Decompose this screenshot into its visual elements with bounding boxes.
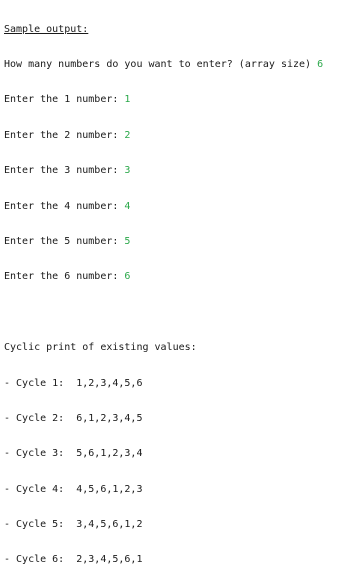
entry-line — [4, 201, 350, 213]
prompt-text: How many numbers do you want to enter? (array size) — [4, 58, 318, 70]
entry-line — [4, 271, 350, 283]
entry-input-value: 2 — [124, 129, 131, 141]
entry-line — [4, 236, 350, 248]
cyclic-title: Cyclic print of existing values: — [4, 342, 197, 354]
entry-prompt: Enter the 1 number: — [4, 94, 125, 106]
entry-prompt: Enter the 4 number: — [4, 200, 125, 212]
cycle-line: - Cycle 4: 4,5,6,1,2,3 — [4, 483, 143, 495]
entry-input-value: 1 — [124, 94, 131, 106]
entry-line — [4, 165, 350, 177]
cycle-line: - Cycle 6: 2,3,4,5,6,1 — [4, 554, 143, 566]
entry-prompt: Enter the 6 number: — [4, 271, 125, 283]
entry-prompt: Enter the 5 number: — [4, 235, 125, 247]
entry-line — [4, 94, 350, 106]
entry-prompt: Enter the 2 number: — [4, 129, 125, 141]
cycle-line: - Cycle 3: 5,6,1,2,3,4 — [4, 448, 143, 460]
section-heading: Sample output: — [4, 23, 89, 35]
entry-input-value: 4 — [124, 200, 131, 212]
entry-input-value: 6 — [124, 271, 131, 283]
entry-input-value: 5 — [124, 235, 131, 247]
cycle-line: - Cycle 5: 3,4,5,6,1,2 — [4, 519, 143, 531]
cycle-line: - Cycle 2: 6,1,2,3,4,5 — [4, 412, 143, 424]
array-size-prompt — [4, 59, 350, 71]
entry-input-value: 3 — [124, 165, 131, 177]
blank-line — [4, 307, 350, 319]
cycle-line: - Cycle 1: 1,2,3,4,5,6 — [4, 377, 143, 389]
prompt-input-value: 6 — [317, 58, 324, 70]
entry-line — [4, 130, 350, 142]
entry-prompt: Enter the 3 number: — [4, 165, 125, 177]
